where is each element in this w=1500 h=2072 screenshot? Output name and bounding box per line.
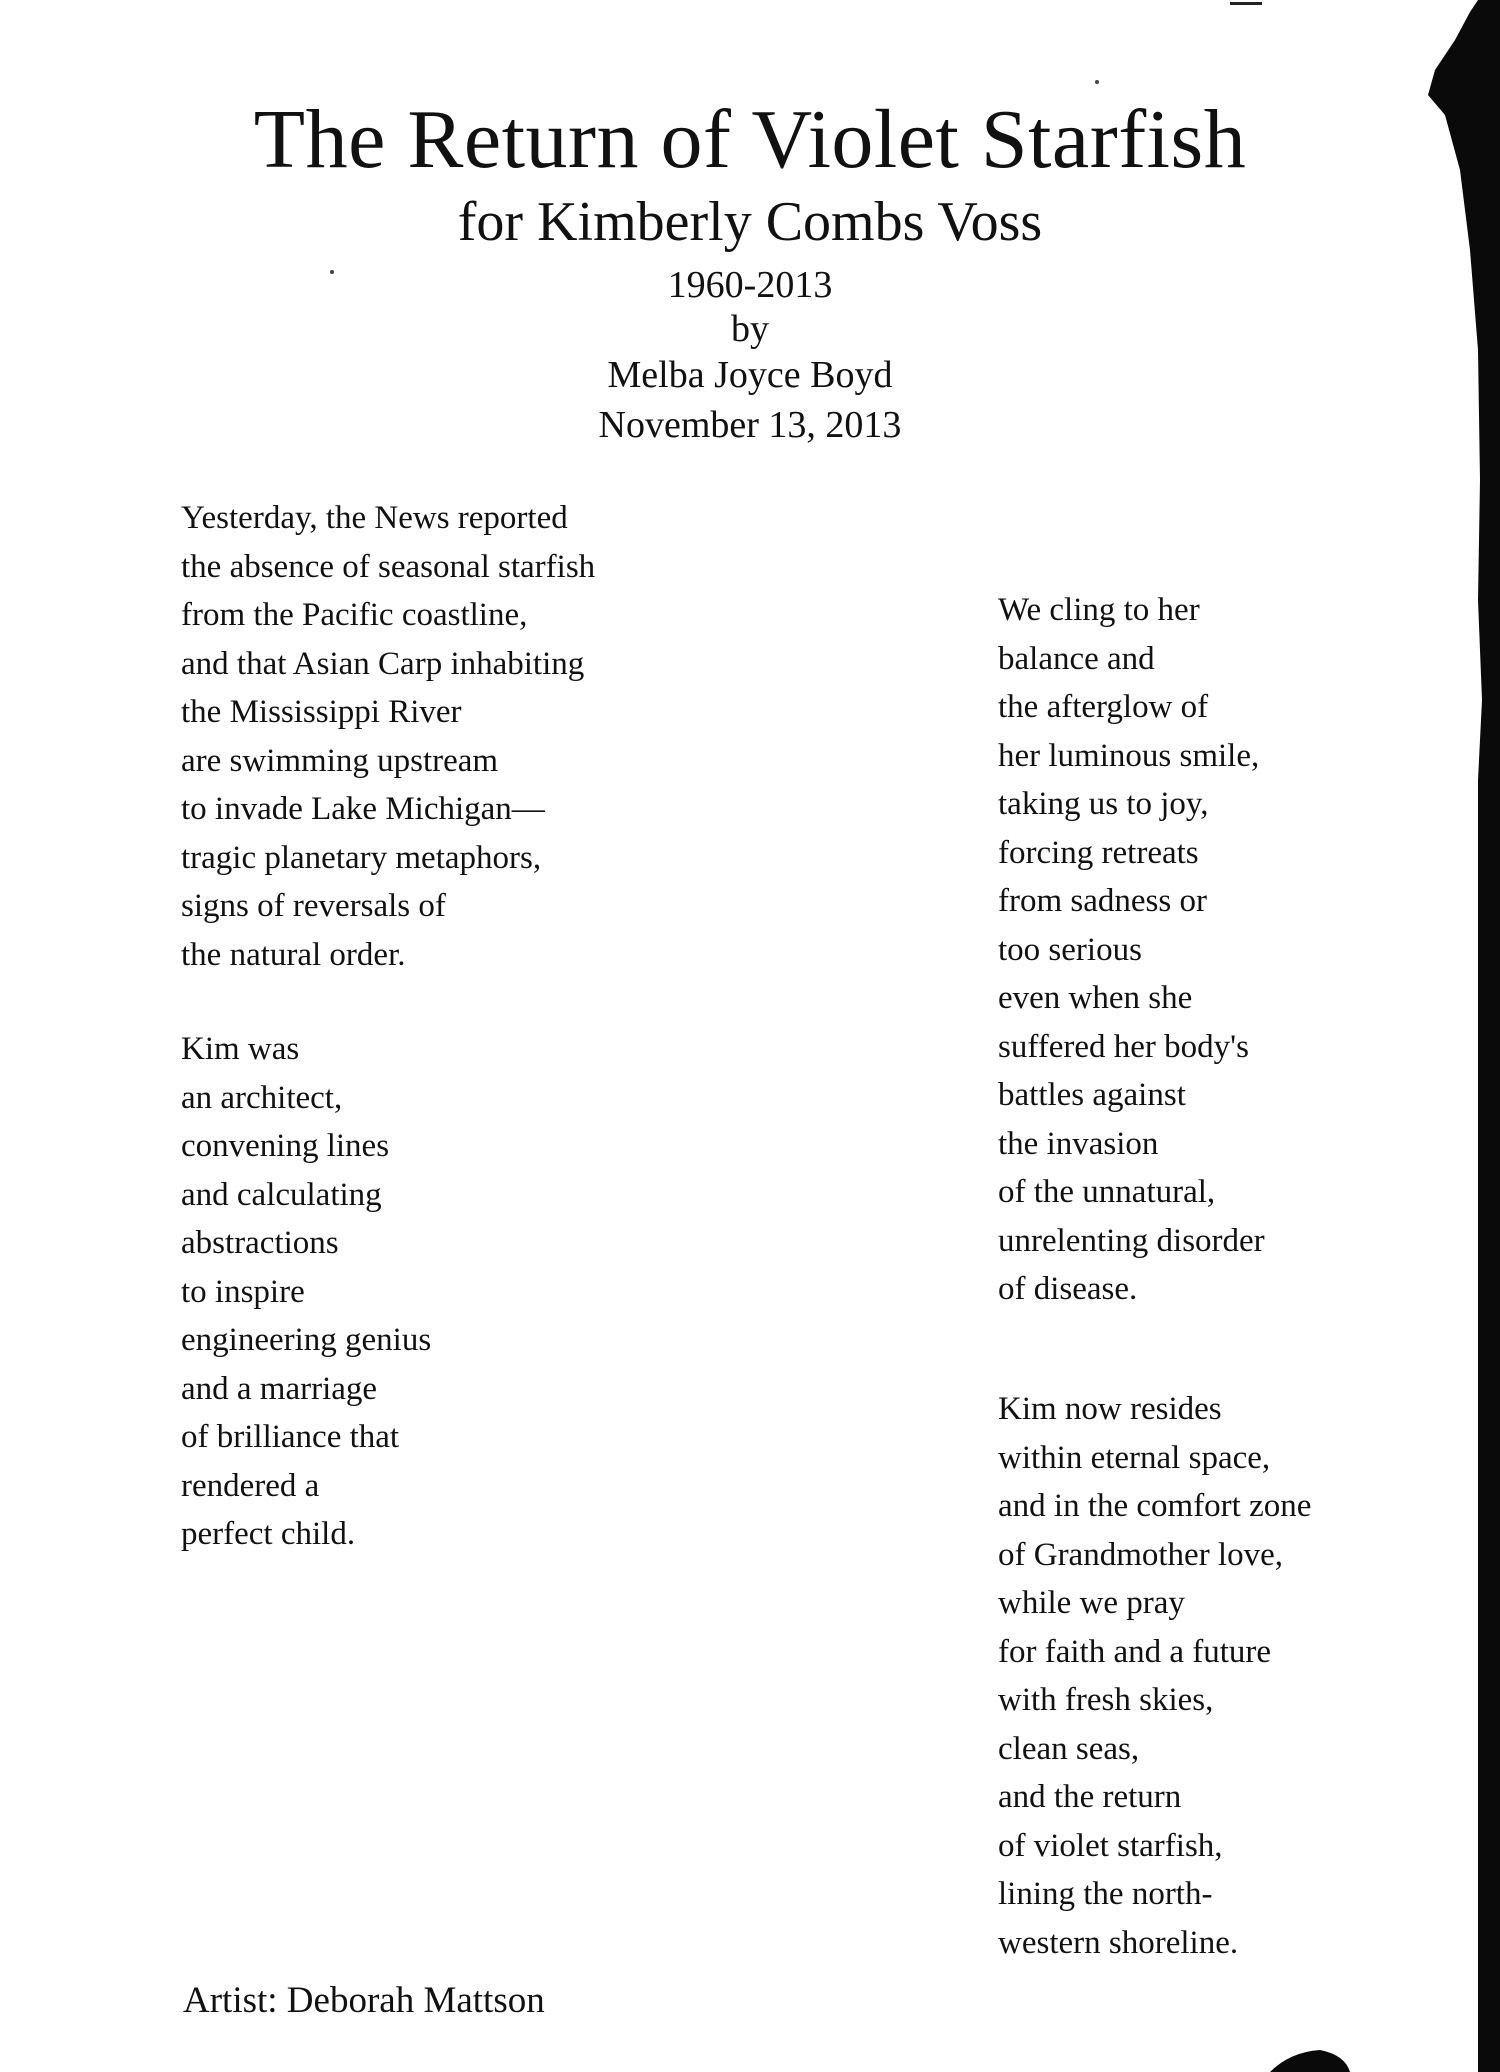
poem-line: suffered her body's — [998, 1028, 1249, 1065]
poem-line: lining the north- — [998, 1876, 1213, 1912]
poem-line: Kim now resides — [998, 1391, 1222, 1427]
poem-line: clean seas, — [998, 1730, 1140, 1767]
poem-line: We cling to her — [998, 592, 1200, 628]
poem-line: of violet starfish, — [998, 1827, 1223, 1864]
poem-line: while we pray — [998, 1585, 1185, 1621]
poem-line: with fresh skies, — [998, 1682, 1214, 1718]
ink-speck — [1095, 80, 1099, 84]
poem-author: Melba Joyce Boyd — [607, 354, 893, 396]
poem-line: even when she — [998, 980, 1193, 1016]
poem-line: and the return — [998, 1779, 1182, 1815]
poem-line: battles against — [998, 1077, 1186, 1113]
poem-dedication: for Kimberly Combs Voss — [457, 191, 1043, 253]
poem-line: rendered a — [181, 1467, 320, 1504]
poem-line: forcing retreats — [998, 834, 1199, 871]
poem-line: and in the comfort zone — [998, 1488, 1312, 1524]
poem-line: western shoreline. — [998, 1924, 1239, 1961]
poem-line: of disease. — [998, 1271, 1138, 1307]
poem-line: and that Asian Carp inhabiting — [181, 645, 585, 682]
right-stanza-1 — [998, 586, 1265, 1314]
poem-line: for faith and a future — [998, 1633, 1272, 1670]
poem-line: of brilliance that — [181, 1419, 400, 1455]
poem-date: November 13, 2013 — [598, 404, 902, 446]
poem-line: Kim was — [181, 1031, 300, 1067]
poem-line: Yesterday, the News reported — [181, 500, 568, 536]
poem-title: The Return of Violet Starfish — [253, 93, 1247, 186]
poem-line: unrelenting disorder — [998, 1222, 1265, 1259]
poem-line: abstractions — [181, 1225, 339, 1261]
poem-line: the absence of seasonal starfish — [181, 548, 596, 585]
poem-line: engineering genius — [181, 1322, 432, 1358]
poem-line: from the Pacific coastline, — [181, 597, 528, 633]
top-left-speck — [1230, 2, 1262, 5]
poem-line: and a marriage — [181, 1370, 378, 1407]
artist-credit: Artist: Deborah Mattson — [183, 1980, 545, 2021]
poem-line: taking us to joy, — [998, 786, 1209, 822]
poem-line: are swimming upstream — [181, 742, 499, 779]
poem-line: tragic planetary metaphors, — [181, 839, 542, 876]
dedication-years: 1960-2013 — [667, 264, 833, 306]
poem-line: balance and — [998, 640, 1155, 677]
byline-label: by — [731, 308, 769, 350]
poem-line: convening lines — [181, 1128, 390, 1164]
poem-line: to invade Lake Michigan— — [181, 791, 545, 827]
poem-line: of Grandmother love, — [998, 1536, 1283, 1573]
poem-line: the afterglow of — [998, 689, 1209, 725]
poem-line: signs of reversals of — [181, 888, 446, 924]
poem-line: within eternal space, — [998, 1439, 1271, 1476]
poem-line: her luminous smile, — [998, 737, 1260, 774]
left-stanza-1 — [181, 494, 595, 979]
right-stanza-2 — [998, 1385, 1311, 1967]
poem-line: the invasion — [998, 1125, 1159, 1162]
poem-line: perfect child. — [181, 1516, 356, 1552]
poem-line: the Mississippi River — [181, 694, 462, 730]
poem-line: an architect, — [181, 1079, 343, 1116]
poem-line: from sadness or — [998, 883, 1207, 919]
poem-line: too serious — [998, 931, 1142, 968]
edge-ink-curl — [1270, 2050, 1350, 2072]
poem-line: and calculating — [181, 1176, 382, 1213]
poem-line: of the unnatural, — [998, 1174, 1216, 1210]
poem-line: the natural order. — [181, 936, 406, 973]
poem-line: to inspire — [181, 1273, 305, 1310]
left-stanza-2 — [181, 1025, 431, 1559]
